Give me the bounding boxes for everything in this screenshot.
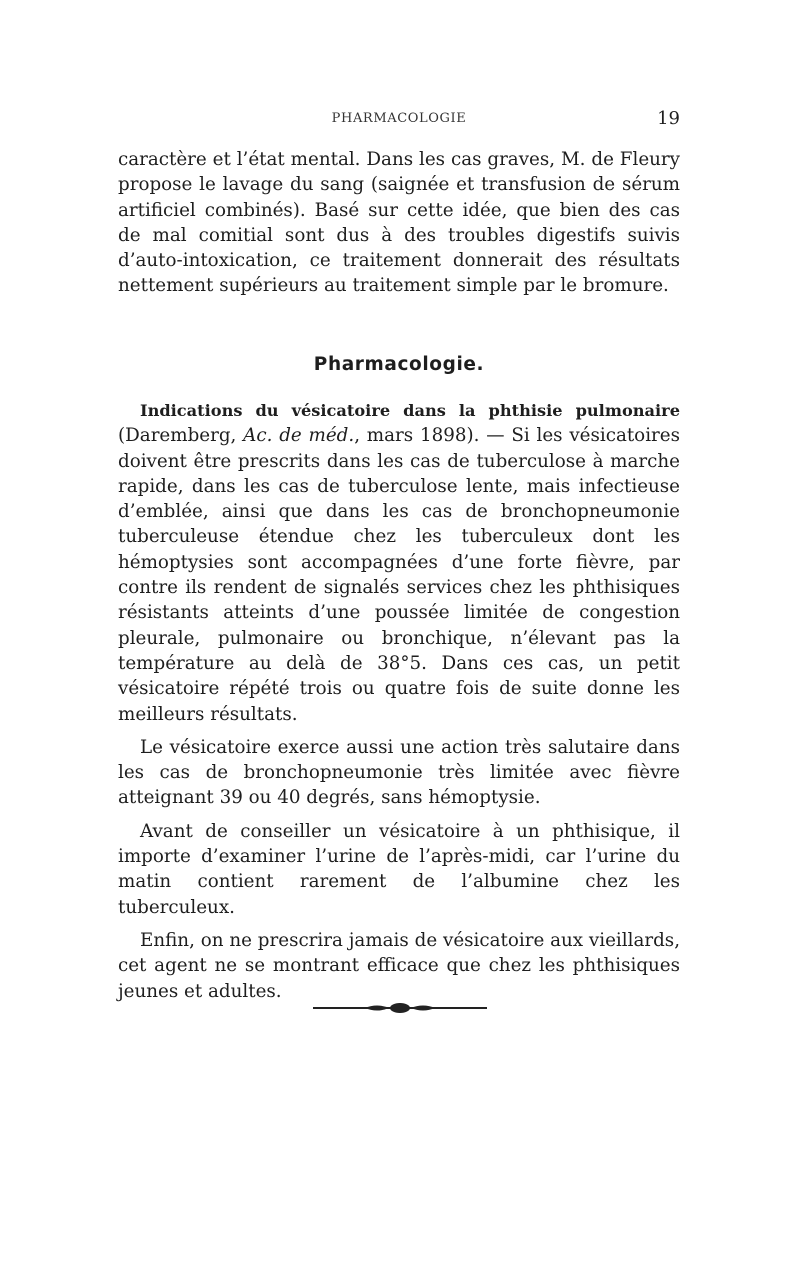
article-block — [118, 398, 680, 1004]
page-number: 19 — [657, 108, 680, 129]
article-paragraph — [118, 398, 680, 727]
citation-author: (Daremberg, — [118, 425, 244, 447]
running-head — [118, 108, 680, 135]
paragraph-3: Avant de conseiller un vésicatoire à un phthisique, il importe d’examiner l’urine de l’après-midi, car l’urine du matin contient rarement de l’albumine chez les tuberculeux. — [118, 820, 680, 918]
carryover-paragraph: caractère et l’état mental. Dans les cas graves, M. de Fleury propose le lavage du sang (saignée et transfusion de sérum artificiel combinés). Basé sur cette idée, que bien des cas de mal comitial sont dus à des troubles digestifs suivis d’auto-intoxication, ce traitement donnerait des résultats nettement supérieurs au traitement simple par le bromure. — [118, 149, 680, 297]
tail-piece-ornament-icon — [313, 1001, 487, 1015]
article-lead-in: Indications du vésicatoire dans la phthisie pulmonaire — [140, 401, 680, 420]
citation-journal: Ac. de méd. — [243, 425, 355, 447]
article-body: Si les vésicatoires doivent être prescrits dans les cas de tuberculose à marche rapide, dans les cas de tuberculose lente, mais infectieuse d’emblée, ainsi que dans les cas de bronchopneumonie tuberculeuse étendue chez les tuberculeux dont les hémoptysies sont accompagnées d’une forte fièvre, par contre ils rendent de signalés services chez les phthisiques résistants atteints d’une poussée limitée de congestion pleurale, pulmonaire ou bronchique, n’élevant pas la température au delà de 38°5. Dans ces cas, un petit vésicatoire répété trois ou quatre fois de suite donne les meilleurs résultats. — [118, 425, 680, 725]
paragraph-4: Enfin, on ne prescrira jamais de vésicatoire aux vieillards, cet agent ne se montrant efficace que chez les phthisiques jeunes et adultes. — [118, 929, 680, 1002]
citation-date: , mars 1898). — — [354, 425, 512, 447]
paragraph-2: Le vésicatoire exerce aussi une action très salutaire dans les cas de bronchopneumonie très limitée avec fièvre atteignant 39 ou 40 degrés, sans hémoptysie. — [118, 736, 680, 809]
carryover-block — [118, 147, 680, 299]
section-title: Pharmacologie. — [313, 354, 485, 375]
running-title: PHARMACOLOGIE — [331, 111, 467, 126]
